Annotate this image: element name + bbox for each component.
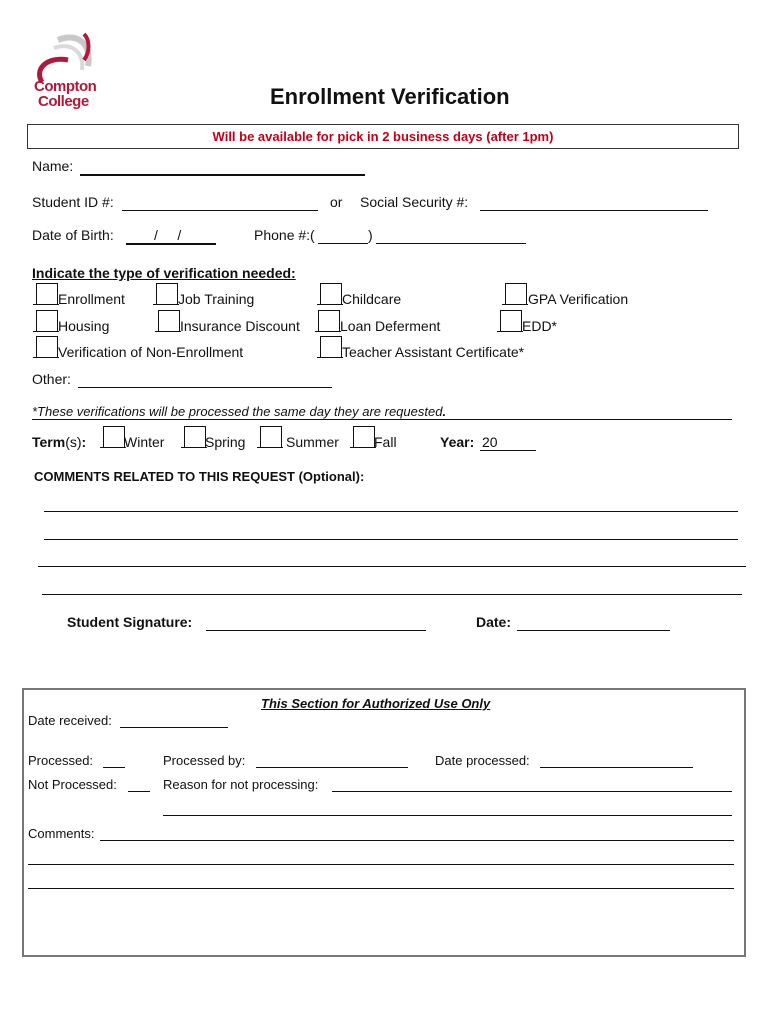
ssn-field[interactable]: [480, 210, 708, 211]
checkbox-loan-deferment[interactable]: [318, 310, 340, 331]
comment-line-2[interactable]: [44, 539, 738, 540]
term-spring-label: Spring: [205, 434, 246, 450]
dob-field[interactable]: [126, 243, 216, 245]
checkbox-spring[interactable]: [184, 426, 206, 447]
term-label-s: (s): [65, 434, 82, 450]
office-comments-label: Comments:: [28, 826, 95, 841]
option-childcare-label: Childcare: [342, 291, 402, 307]
date-received-field[interactable]: [120, 727, 228, 728]
reason-field[interactable]: [332, 791, 732, 792]
phone-area-code-field[interactable]: [318, 243, 368, 244]
option-enrollment-label: Enrollment: [58, 291, 125, 307]
verification-heading: Indicate the type of verification needed:: [32, 265, 296, 281]
authorized-use-heading: This Section for Authorized Use Only: [261, 696, 491, 711]
student-signature-field[interactable]: [206, 630, 426, 631]
phone-paren-close: ): [368, 227, 373, 243]
checkbox-housing[interactable]: [36, 310, 58, 331]
option-edd-label: EDD*: [522, 318, 558, 334]
name-field[interactable]: [80, 174, 365, 176]
processed-field[interactable]: [103, 767, 125, 768]
term-label-colon: :: [81, 434, 87, 450]
year-field[interactable]: [480, 450, 536, 451]
checkbox-enrollment[interactable]: [36, 283, 58, 304]
office-comments-line-2[interactable]: [28, 864, 734, 865]
ssn-label: Social Security #:: [360, 194, 469, 210]
checkbox-gpa-verification[interactable]: [505, 283, 527, 304]
option-gpa-verification-label: GPA Verification: [528, 291, 629, 307]
option-non-enrollment-label: Verification of Non-Enrollment: [58, 344, 244, 360]
comment-line-4[interactable]: [42, 594, 742, 595]
term-winter-label: Winter: [124, 434, 165, 450]
phone-label: Phone #:(: [254, 227, 315, 243]
option-housing-label: Housing: [58, 318, 110, 334]
comment-line-1[interactable]: [44, 511, 738, 512]
signature-date-label: Date:: [476, 614, 512, 630]
checkbox-edd[interactable]: [500, 310, 522, 331]
dob-label: Date of Birth:: [32, 227, 114, 243]
comments-heading: COMMENTS RELATED TO THIS REQUEST (Optional):: [34, 469, 365, 484]
checkbox-non-enrollment[interactable]: [36, 336, 58, 357]
logo-line2: College: [38, 93, 89, 110]
checkbox-summer[interactable]: [260, 426, 282, 447]
option-teacher-assistant-label: Teacher Assistant Certificate*: [342, 344, 525, 360]
not-processed-label: Not Processed:: [28, 777, 117, 792]
option-loan-deferment-label: Loan Deferment: [340, 318, 441, 334]
same-day-note-period: .: [442, 404, 447, 419]
other-field[interactable]: [78, 387, 332, 388]
compton-college-logo: [28, 30, 98, 112]
date-received-label: Date received:: [28, 713, 112, 728]
processed-by-field[interactable]: [256, 767, 408, 768]
checkbox-insurance-discount[interactable]: [158, 310, 180, 331]
note-underline: [32, 419, 732, 420]
processed-label: Processed:: [28, 753, 94, 768]
pickup-notice-text: Will be available for pick in 2 business days (after 1pm): [212, 129, 554, 144]
checkbox-childcare[interactable]: [320, 283, 342, 304]
authorized-use-section: [22, 688, 746, 957]
same-day-note: [32, 404, 446, 419]
other-label: Other:: [32, 371, 71, 387]
office-comments-line-3[interactable]: [28, 888, 734, 889]
year-label: Year:: [440, 434, 475, 450]
student-id-field[interactable]: [122, 210, 318, 211]
option-insurance-discount-label: Insurance Discount: [180, 318, 300, 334]
same-day-note-text: *These verifications will be processed the same day they are requested: [32, 404, 443, 419]
or-label: or: [330, 194, 343, 210]
checkbox-winter[interactable]: [103, 426, 125, 447]
dob-slashes: / /: [154, 227, 182, 243]
term-label: [32, 434, 86, 450]
name-label: Name:: [32, 158, 74, 174]
comment-line-3[interactable]: [38, 566, 746, 567]
date-processed-field[interactable]: [540, 767, 693, 768]
term-fall-label: Fall: [374, 434, 397, 450]
option-job-training-label: Job Training: [178, 291, 255, 307]
reason-field-line-2[interactable]: [163, 815, 732, 816]
date-processed-label: Date processed:: [435, 753, 530, 768]
student-signature-label: Student Signature:: [67, 614, 193, 630]
year-value: 20: [482, 434, 498, 450]
checkbox-fall[interactable]: [353, 426, 375, 447]
checkbox-teacher-assistant[interactable]: [320, 336, 342, 357]
phone-number-field[interactable]: [376, 243, 526, 244]
student-id-label: Student ID #:: [32, 194, 114, 210]
pickup-notice: [27, 124, 739, 149]
term-label-text: Term: [32, 434, 66, 450]
term-summer-label: Summer: [286, 434, 339, 450]
reason-label: Reason for not processing:: [163, 777, 319, 792]
checkbox-job-training[interactable]: [156, 283, 178, 304]
not-processed-field[interactable]: [128, 791, 150, 792]
office-comments-field[interactable]: [100, 840, 734, 841]
page-title: Enrollment Verification: [270, 84, 510, 109]
logo-line1: Compton: [34, 78, 97, 95]
processed-by-label: Processed by:: [163, 753, 246, 768]
signature-date-field[interactable]: [517, 630, 670, 631]
